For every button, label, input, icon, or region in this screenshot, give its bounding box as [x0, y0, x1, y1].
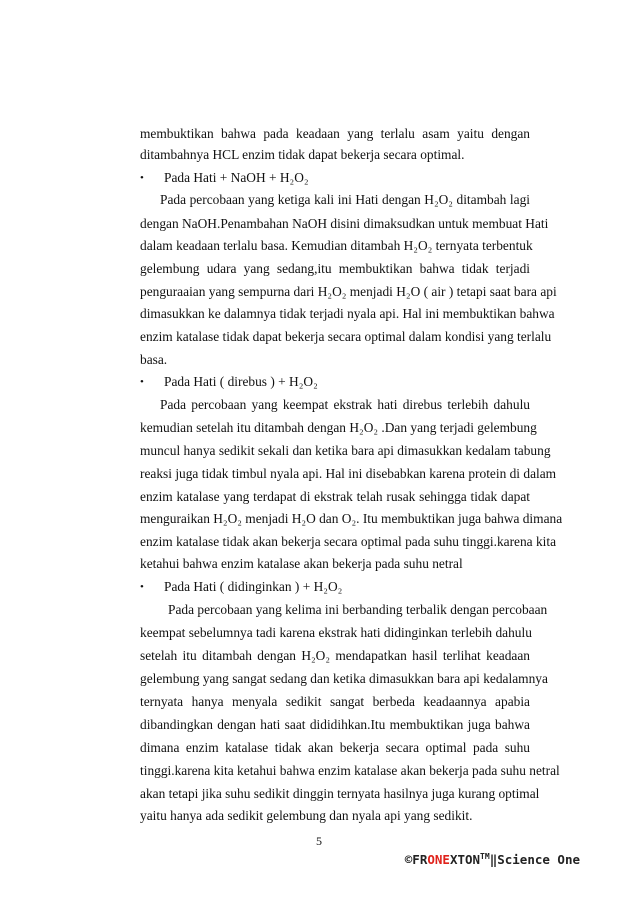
body-line: ternyata hanya menyala sedikit sangat berbeda keadaannya apabia [140, 694, 530, 709]
body-line: enzim katalase yang terdapat di ekstrak telah rusak sehingga tidak dapat [140, 489, 530, 504]
body-line: ditambahnya HCL enzim tidak dapat bekerja secara optimal. [140, 147, 465, 162]
bullet-icon: • [140, 376, 144, 388]
body-line: keempat sebelumnya tadi karena ekstrak hati didinginkan terlebih dahulu [140, 625, 532, 640]
footer-prefix: ©FR [404, 852, 428, 868]
body-line: tinggi.karena kita ketahui bahwa enzim katalase akan bekerja pada suhu netral [140, 763, 560, 778]
body-line: akan tetapi jika suhu sedikit dinggin ternyata hasilnya juga kurang optimal [140, 786, 540, 801]
section-heading: Pada Hati ( didinginkan ) + H₂O₂ [164, 579, 343, 594]
footer-brand-red: ONE [427, 852, 450, 868]
body-line: dimasukkan ke dalamnya tidak terjadi nyala api. Hal ini membuktikan bahwa [140, 306, 555, 321]
bullet-icon: • [140, 581, 144, 593]
body-line: basa. [140, 352, 168, 367]
body-line: gelembung yang sangat sedang dan ketika dimasukkan bara api kedalamnya [140, 671, 548, 686]
body-line: penguraaian yang sempurna dari H₂O₂ menjadi H₂O ( air ) tetapi saat bara api [140, 284, 557, 299]
footer-suffix: ‖Science One [489, 852, 580, 868]
body-line: Pada percobaan yang kelima ini berbanding terbalik dengan percobaan [168, 602, 548, 617]
footer-watermark [405, 852, 580, 867]
body-line: dimana enzim katalase tidak akan bekerja secara optimal pada suhu [140, 740, 530, 755]
body-line: kemudian setelah itu ditambah dengan H₂O₂ .Dan yang terjadi gelembung [140, 420, 537, 435]
body-line: dalam keadaan terlalu basa. Kemudian ditambah H₂O₂ ternyata terbentuk [140, 238, 533, 253]
body-line: ketahui bahwa enzim katalase akan bekerja pada suhu netral [140, 556, 463, 571]
body-line: reaksi juga tidak timbul nyala api. Hal ini disebabkan karena protein di dalam [140, 466, 557, 481]
body-line: dibandingkan dengan hati saat dididihkan.Itu membuktikan juga bahwa [140, 717, 530, 732]
section-heading: Pada Hati + NaOH + H₂O₂ [164, 170, 309, 185]
footer-trademark: TM [480, 852, 490, 861]
body-line: enzim katalase tidak akan bekerja secara optimal pada suhu tinggi.karena kita [140, 534, 557, 549]
page-number: 5 [316, 834, 322, 848]
body-line: Pada percobaan yang ketiga kali ini Hati dengan H₂O₂ ditambah lagi [160, 192, 530, 207]
body-line: menguraikan H₂O₂ menjadi H₂O dan O₂. Itu membuktikan juga bahwa dimana [140, 511, 563, 526]
section-heading: Pada Hati ( direbus ) + H₂O₂ [164, 374, 318, 389]
body-line: muncul hanya sedikit sekali dan ketika bara api dimasukkan kedalam tabung [140, 443, 551, 458]
body-line: Pada percobaan yang keempat ekstrak hati direbus terlebih dahulu [160, 397, 530, 412]
body-line: gelembung udara yang sedang,itu membuktikan bahwa tidak terjadi [140, 261, 530, 276]
body-line: membuktikan bahwa pada keadaan yang terlalu asam yaitu dengan [140, 126, 530, 141]
body-line: dengan NaOH.Penambahan NaOH disini dimaksudkan untuk membuat Hati [140, 216, 549, 231]
body-line: yaitu hanya ada sedikit gelembung dan nyala api yang sedikit. [140, 808, 473, 823]
body-line: enzim katalase tidak dapat bekerja secara optimal dalam kondisi yang terlalu [140, 329, 552, 344]
body-line: setelah itu ditambah dengan H₂O₂ mendapatkan hasil terlihat keadaan [140, 648, 530, 663]
footer-brand-rest: XTON [449, 852, 481, 868]
bullet-icon: • [140, 172, 144, 184]
